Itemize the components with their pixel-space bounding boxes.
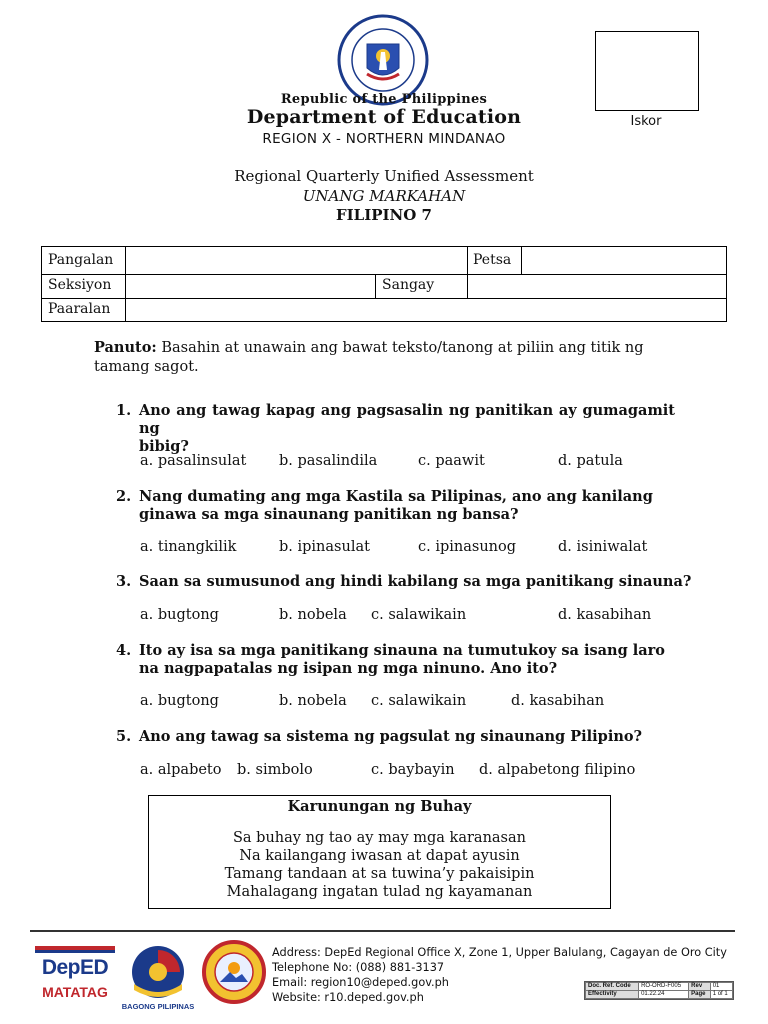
deped-matatag-logo: [35, 946, 115, 1008]
option-b[interactable]: b. nobela: [279, 607, 347, 623]
date-field[interactable]: [522, 248, 725, 273]
doc-ref-label: Doc. Ref. Code: [586, 983, 639, 991]
question-text: [139, 488, 675, 524]
option-b[interactable]: b. simbolo: [237, 762, 313, 778]
name-field[interactable]: [126, 248, 466, 273]
option-c[interactable]: c. paawit: [418, 453, 485, 469]
effectivity-value: 01.22.24: [639, 991, 689, 999]
name-label: Pangalan: [48, 252, 114, 268]
option-d[interactable]: d. kasabihan: [558, 607, 652, 623]
poem-box: [148, 795, 611, 909]
document-reference-table: [584, 981, 734, 1000]
question-line: ginawa sa mga sinaunang panitikan ng bansa?: [139, 506, 519, 523]
question-number: 4.: [116, 642, 132, 659]
poem-line: Sa buhay ng tao ay may mga karanasan: [233, 830, 526, 846]
effectivity-label: Effectivity: [586, 991, 639, 999]
instructions-label: Panuto:: [94, 339, 157, 356]
doc-ref-value: RO-ORD-F005: [639, 983, 689, 991]
rev-label: Rev: [689, 983, 711, 991]
score-box[interactable]: [595, 31, 699, 111]
page-label: Page: [689, 991, 711, 999]
option-c[interactable]: c. salawikain: [371, 607, 467, 623]
footer-divider: [30, 930, 735, 932]
option-d[interactable]: d. kasabihan: [511, 693, 605, 709]
option-d[interactable]: d. patula: [558, 453, 623, 469]
page-value: 1 of 1: [710, 991, 732, 999]
option-d[interactable]: d. alpabetong filipino: [479, 762, 636, 778]
bagong-pilipinas-logo: [121, 944, 195, 1014]
option-a[interactable]: a. tinangkilik: [140, 539, 237, 555]
question-text: [139, 642, 675, 678]
option-a[interactable]: a. alpabeto: [140, 762, 222, 778]
department-name: Department of Education: [246, 106, 522, 128]
school-label: Paaralan: [48, 301, 111, 317]
question-number: 5.: [116, 728, 132, 745]
quarter-title: UNANG MARKAHAN: [302, 187, 466, 205]
option-c[interactable]: c. salawikain: [371, 693, 467, 709]
option-c[interactable]: c. baybayin: [371, 762, 455, 778]
option-a[interactable]: a. bugtong: [140, 693, 219, 709]
question-text: [139, 573, 699, 591]
regional-office-seal-icon: [202, 940, 266, 1004]
option-a[interactable]: a. pasalinsulat: [140, 453, 247, 469]
question-line: Ito ay isa sa mga panitikang sinauna na tumutukoy sa isang laro: [139, 642, 665, 659]
option-d[interactable]: d. isiniwalat: [558, 539, 648, 555]
question-line: na nagpapatalas ng isipan ng mga ninuno. Ano ito?: [139, 660, 558, 677]
student-info-table: [41, 246, 727, 322]
option-b[interactable]: b. pasalindila: [279, 453, 378, 469]
option-b[interactable]: b. nobela: [279, 693, 347, 709]
rev-value: 01: [710, 983, 732, 991]
question-number: 3.: [116, 573, 132, 590]
question-number: 1.: [116, 402, 132, 419]
subject-title: FILIPINO 7: [336, 206, 432, 224]
option-c[interactable]: c. ipinasunog: [418, 539, 517, 555]
region-name: REGION X - NORTHERN MINDANAO: [262, 131, 506, 147]
section-field[interactable]: [126, 275, 374, 297]
footer-telephone: Telephone No: (088) 881-3137: [272, 961, 445, 974]
footer-website[interactable]: Website: r10.deped.gov.ph: [272, 991, 424, 1004]
option-a[interactable]: a. bugtong: [140, 607, 219, 623]
footer-address: Address: DepEd Regional Office X, Zone 1, Upper Balulang, Cagayan de Oro City: [272, 946, 727, 959]
assessment-title: Regional Quarterly Unified Assessment: [234, 167, 534, 185]
branch-field[interactable]: [468, 275, 725, 297]
section-label: Seksiyon: [48, 277, 112, 293]
bagong-pilipinas-label: BAGONG PILIPINAS: [121, 1002, 195, 1011]
score-label: Iskor: [630, 114, 662, 129]
matatag-text: MATATAG: [42, 984, 108, 1000]
instructions: [94, 338, 694, 377]
poem-line: Na kailangang iwasan at dapat ayusin: [239, 848, 520, 864]
instructions-text: Basahin at unawain ang bawat teksto/tanong at piliin ang titik ng tamang sagot.: [94, 340, 644, 375]
question-line: Ano ang tawag sa sistema ng pagsulat ng sinaunang Pilipino?: [139, 728, 643, 745]
date-label: Petsa: [473, 252, 512, 268]
school-field[interactable]: [126, 299, 725, 320]
republic-line: Republic of the Philippines: [280, 92, 488, 107]
poem-line: Tamang tandaan at sa tuwina’y pakaisipin: [224, 866, 535, 882]
question-text: [139, 402, 675, 456]
question-line: Ano ang tawag kapag ang pagsasalin ng panitikan ay gumagamit ng: [139, 402, 675, 437]
bagong-pilipinas-emblem-icon: [124, 944, 192, 1002]
poem-line: Mahalagang ingatan tulad ng kayamanan: [226, 884, 533, 900]
question-line: Nang dumating ang mga Kastila sa Pilipinas, ano ang kanilang: [139, 488, 653, 505]
question-line: Saan sa sumusunod ang hindi kabilang sa mga panitikang sinauna?: [139, 573, 692, 590]
question-text: [139, 728, 699, 746]
branch-label: Sangay: [382, 277, 435, 293]
question-line: bibig?: [139, 438, 189, 455]
footer-email[interactable]: Email: region10@deped.gov.ph: [272, 976, 449, 989]
option-b[interactable]: b. ipinasulat: [279, 539, 370, 555]
poem-title: Karunungan ng Buhay: [287, 798, 472, 815]
question-number: 2.: [116, 488, 132, 505]
deped-brand-text: DepED: [41, 956, 109, 979]
